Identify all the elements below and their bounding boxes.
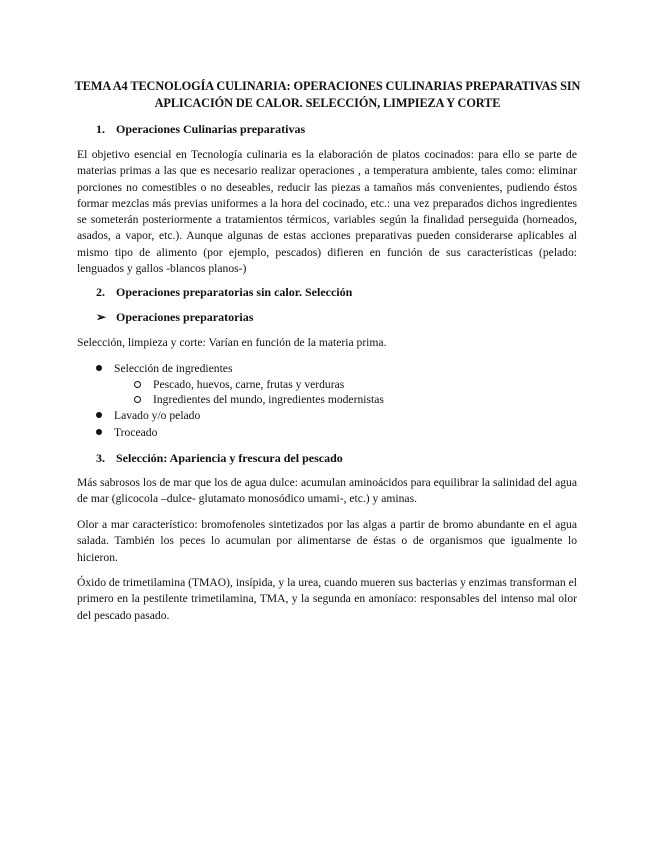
list-subitem-label: Ingredientes del mundo, ingredientes modernistas [153,393,384,406]
subsection-title: Operaciones preparatorias [116,310,254,324]
list-item [96,408,200,424]
list-item-label: Lavado y/o pelado [114,409,201,422]
paragraph-smell: Olor a mar característico: bromofenoles sintetizados por las algas a partir de bromo abundante en el agua salada. También los peces lo acumulan por alimentarse de éstas o de organismos que igualmente lo hicieron. [77,518,577,564]
paragraph-objective: El objetivo esencial en Tecnología culinaria es la elaboración de platos cocinados: para ello se parte de materias primas a las que es necesario realizar operaciones , a temperatura ambiente, tales como: eliminar porciones no comestibles o no deseables, reducir las piezas a tamaños más convenientes, pudiendo éstos formar mezclas más previas uniformes a la hora del cocinado, etc.: una vez preparados dichos ingredientes se someterán posteriormente a tratamientos térmicos, variables según la finalidad perseguida (horneados, asados, a vapor, etc.). Aunque algunas de estas acciones preparativas pueden considerarse aplicables al mismo tipo de alimento (por ejemplo, pescados) difieren en función de sus características (pelado: lenguados y gallos -blancos planos-) [77,148,577,276]
bullet-circle-icon [134,396,141,403]
paragraph-tmao: Óxido de trimetilamina (TMAO), insípida, y la urea, cuando mueren sus bacterias y enzimas transforman el primero en la pestilente trimetilamina, TMA, y la segunda en amoníaco: responsables del intenso mal olor del pescado pasado. [77,576,577,622]
list-item [96,361,232,377]
document-title: TEMA A4 TECNOLOGÍA CULINARIA: OPERACIONES CULINARIAS PREPARATIVAS SIN APLICACIÓN DE CALOR. SELECCIÓN, LIMPIEZA Y CORTE [74,79,581,110]
bullet-dot-icon [96,429,102,435]
subsection-heading [96,309,253,325]
bullet-circle-icon [134,381,141,388]
section-2-number: 2. [96,285,105,299]
section-3-title: Selección: Apariencia y frescura del pescado [116,451,343,465]
section-2-title: Operaciones preparatorias sin calor. Selección [116,285,353,299]
list-subitem [134,377,344,393]
section-3-number: 3. [96,451,105,465]
bullet-dot-icon [96,412,102,418]
list-subitem-label: Pescado, huevos, carne, frutas y verduras [153,378,345,391]
intro-line: Selección, limpieza y corte: Varían en función de la materia prima. [77,336,387,349]
section-1-title: Operaciones Culinarias preparativas [116,122,306,136]
section-1-number: 1. [96,122,105,136]
list-subitem [134,392,384,408]
list-item-label: Selección de ingredientes [114,362,233,375]
arrow-bullet-icon: ➢ [96,310,107,324]
bullet-dot-icon [96,365,102,371]
paragraph-flavor: Más sabrosos los de mar que los de agua dulce: acumulan aminoácidos para equilibrar la salinidad del agua de mar (glicocola –dulce- glutamato monosódico umami-, etc.) y aminas. [77,476,577,506]
section-2-heading [96,284,352,300]
list-item-label: Troceado [114,426,158,439]
section-1-heading [96,121,305,137]
section-3-heading [96,450,343,466]
list-item [96,425,157,441]
